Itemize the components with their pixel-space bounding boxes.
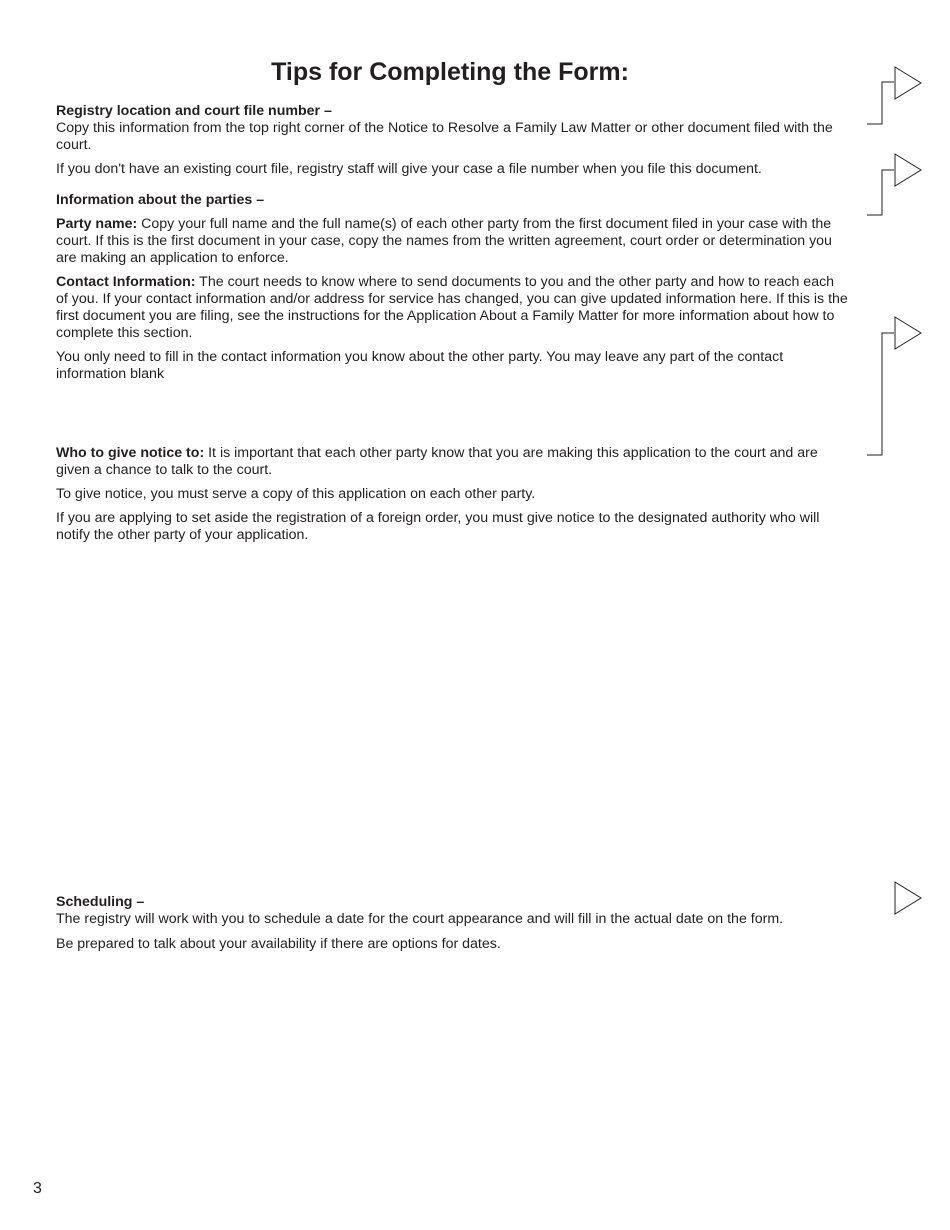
contact-information-text: The court needs to know where to send documents to you and the other party and how to reach each of you. If your contact information and/or address for service has changed, you can give updated information here. If this is the first document you are filing, see the instructions for the Application About a Family Matter for more information about how to complete this section. [56,274,848,341]
party-name-label: Party name: [56,216,138,232]
notice-paragraph-2: To give notice, you must serve a copy of this application on each other party. [56,486,536,502]
arrow-marker-icon [895,317,921,349]
arrow-marker-icon [895,154,921,186]
registry-paragraph-2: If you don't have an existing court file, registry staff will give your case a file number when you file this document. [56,161,762,177]
contact-information-label: Contact Information: [56,274,196,290]
parties-heading: Information about the parties – [56,192,265,208]
section-bracket-notice [867,333,894,455]
page-number: 3 [33,1180,42,1197]
scheduling-paragraph-2: Be prepared to talk about your availability if there are options for dates. [56,936,501,952]
page-title: Tips for Completing the Form: [271,58,629,86]
contact-note-paragraph: You only need to fill in the contact information you know about the other party. You may leave any part of the contact information blank [56,349,784,382]
arrow-marker-icon [895,67,921,99]
notice-paragraph-3: If you are applying to set aside the registration of a foreign order, you must give notice to the designated authority who will notify the other party of your application. [56,510,820,543]
notice-text: It is important that each other party know that you are making this application to the court and are given a chance to talk to the court. [56,445,818,478]
scheduling-paragraph-1: The registry will work with you to schedule a date for the court appearance and will fill in the actual date on the form. [56,911,784,927]
section-bracket-parties [867,170,894,215]
registry-heading: Registry location and court file number – [56,103,332,119]
arrow-marker-icon [895,882,921,914]
section-bracket-registry [867,82,894,124]
party-name-text: Copy your full name and the full name(s) of each other party from the first document filed in your case with the court. If this is the first document in your case, copy the names from the written agreement, court order or determination you are making an application to enforce. [56,216,832,266]
registry-paragraph-1: Copy this information from the top right corner of the Notice to Resolve a Family Law Matter or other document filed with the court. [56,120,833,153]
scheduling-heading: Scheduling – [56,894,145,910]
notice-label: Who to give notice to: [56,445,205,461]
